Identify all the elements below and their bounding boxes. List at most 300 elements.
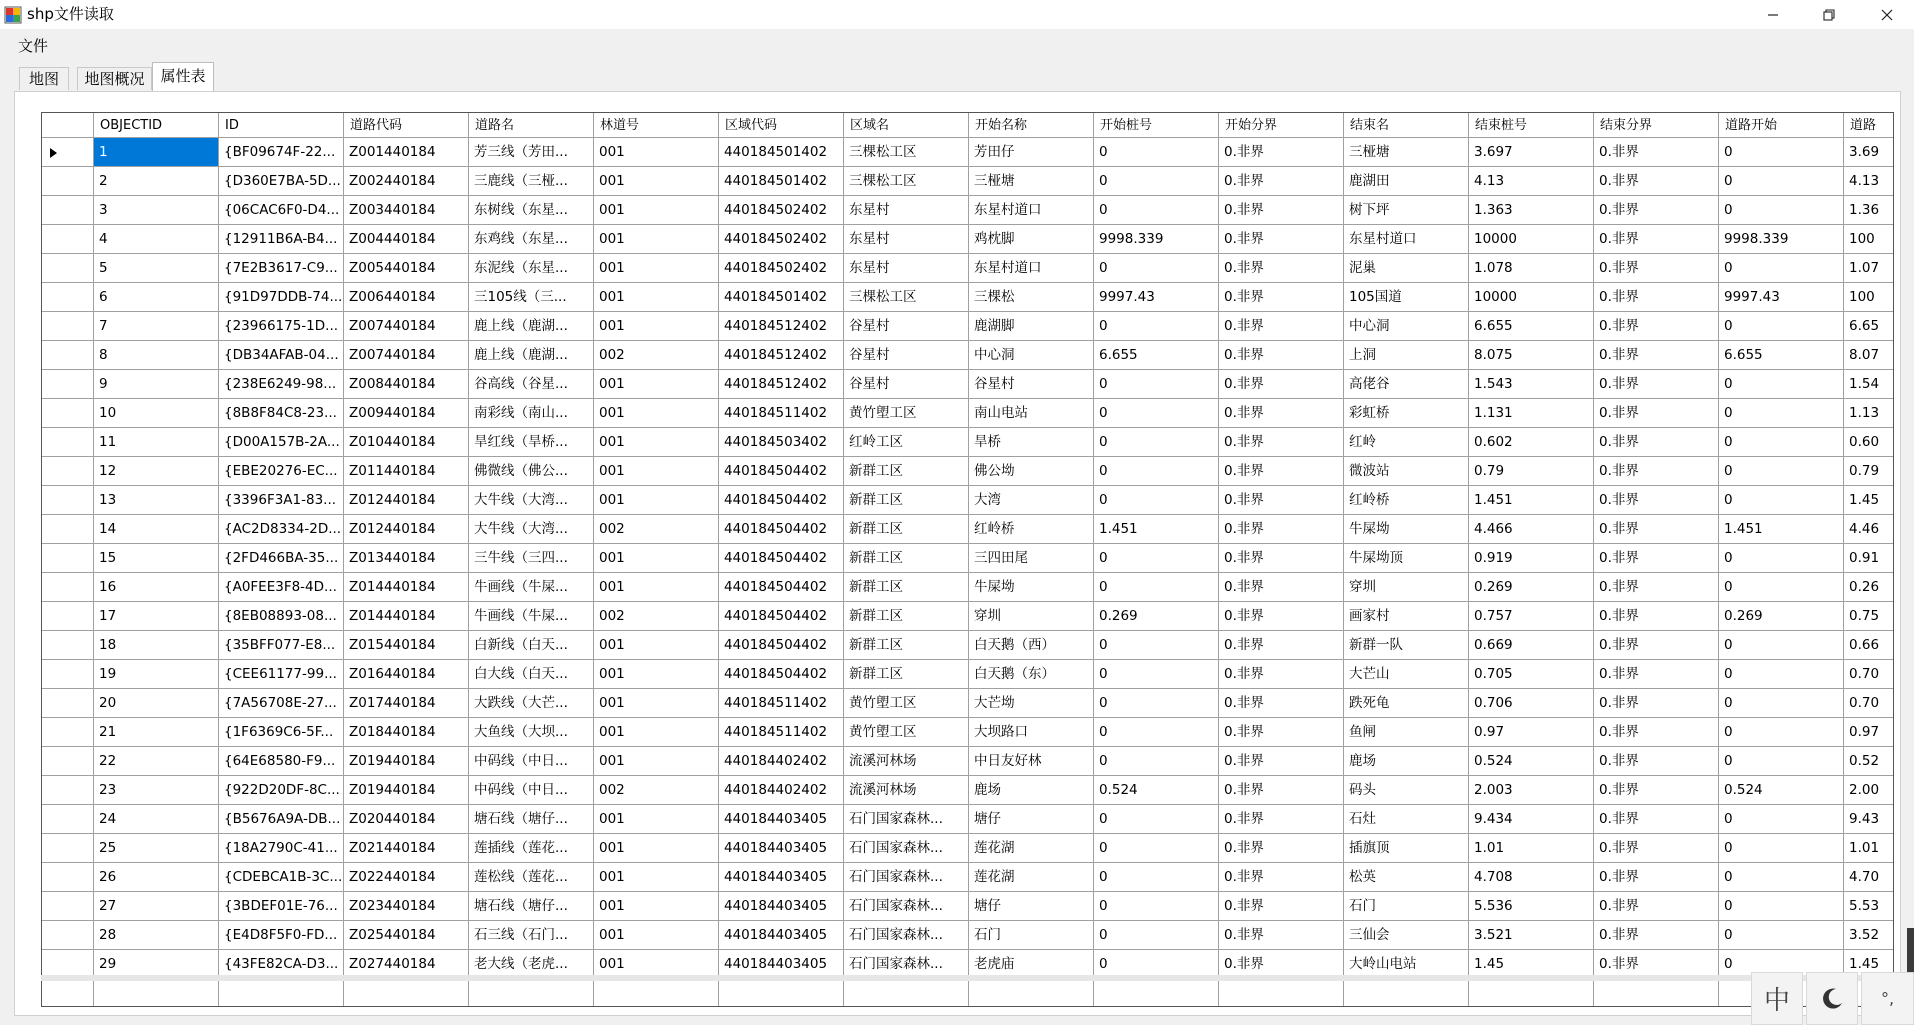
table-cell[interactable]: Z022440184 xyxy=(344,863,469,892)
row-header[interactable] xyxy=(42,631,94,660)
table-cell[interactable]: 17 xyxy=(94,602,219,631)
table-cell[interactable]: 东鸡线（东星... xyxy=(469,225,594,254)
table-cell[interactable]: 0 xyxy=(1719,631,1844,660)
table-cell[interactable]: 1 xyxy=(94,138,219,167)
table-cell[interactable]: 0.非界 xyxy=(1594,312,1719,341)
table-cell[interactable]: 15 xyxy=(94,544,219,573)
table-cell[interactable]: 0 xyxy=(1094,544,1219,573)
table-cell[interactable]: 0 xyxy=(1094,254,1219,283)
table-cell[interactable]: 440184512402 xyxy=(719,341,844,370)
table-cell[interactable]: 0 xyxy=(1719,254,1844,283)
table-cell[interactable]: 0.非界 xyxy=(1594,196,1719,225)
table-cell[interactable]: 440184403405 xyxy=(719,834,844,863)
table-cell[interactable]: 石灶 xyxy=(1344,805,1469,834)
table-cell[interactable]: 0.602 xyxy=(1469,428,1594,457)
table-cell[interactable]: 1.131 xyxy=(1469,399,1594,428)
row-header[interactable] xyxy=(42,225,94,254)
column-header[interactable]: 道路 xyxy=(1844,113,1894,138)
table-cell[interactable]: 0.非界 xyxy=(1594,457,1719,486)
table-cell[interactable]: 0.非界 xyxy=(1594,399,1719,428)
table-cell[interactable]: Z018440184 xyxy=(344,718,469,747)
table-cell[interactable]: 6 xyxy=(94,283,219,312)
table-cell[interactable]: 鹿场 xyxy=(1344,747,1469,776)
table-cell[interactable]: Z001440184 xyxy=(344,138,469,167)
row-header[interactable] xyxy=(42,573,94,602)
table-cell[interactable]: Z027440184 xyxy=(344,950,469,979)
table-cell[interactable]: 谷星村 xyxy=(969,370,1094,399)
table-cell[interactable]: 0.非界 xyxy=(1219,747,1344,776)
table-cell[interactable]: 23 xyxy=(94,776,219,805)
table-cell[interactable]: {2FD466BA-35... xyxy=(219,544,344,573)
table-cell[interactable]: 3.521 xyxy=(1469,921,1594,950)
table-cell[interactable]: 001 xyxy=(594,950,719,979)
table-cell[interactable]: 穿圳 xyxy=(969,602,1094,631)
table-cell[interactable]: {B5676A9A-DB... xyxy=(219,805,344,834)
table-cell[interactable]: 泥巢 xyxy=(1344,254,1469,283)
table-cell[interactable]: 0.非界 xyxy=(1219,254,1344,283)
table-cell[interactable]: 白天鹅（东） xyxy=(969,660,1094,689)
table-cell[interactable]: 三四田尾 xyxy=(969,544,1094,573)
table-cell[interactable]: 001 xyxy=(594,689,719,718)
table-cell[interactable]: 塘仔 xyxy=(969,892,1094,921)
table-cell[interactable]: 105国道 xyxy=(1344,283,1469,312)
column-header[interactable]: 林道号 xyxy=(594,113,719,138)
table-cell[interactable]: 0 xyxy=(1719,834,1844,863)
table-cell[interactable]: 4.13 xyxy=(1844,167,1894,196)
table-cell[interactable]: 0.524 xyxy=(1469,747,1594,776)
table-cell[interactable]: 中心洞 xyxy=(969,341,1094,370)
table-cell[interactable]: 0.非界 xyxy=(1219,892,1344,921)
table-cell[interactable]: 440184502402 xyxy=(719,254,844,283)
table-cell[interactable]: 谷星村 xyxy=(844,341,969,370)
table-cell[interactable]: 鹿上线（鹿湖... xyxy=(469,341,594,370)
table-cell[interactable]: 0 xyxy=(1094,631,1219,660)
table-cell[interactable]: Z006440184 xyxy=(344,283,469,312)
table-cell[interactable]: 牛屎坳 xyxy=(1344,515,1469,544)
table-cell[interactable]: 石门 xyxy=(969,921,1094,950)
table-cell[interactable]: 5.53 xyxy=(1844,892,1894,921)
table-cell[interactable]: 谷星村 xyxy=(844,312,969,341)
table-cell[interactable]: 0 xyxy=(1719,399,1844,428)
table-cell[interactable]: 440184512402 xyxy=(719,370,844,399)
table-cell[interactable]: 002 xyxy=(594,602,719,631)
table-cell[interactable]: 18 xyxy=(94,631,219,660)
table-cell[interactable]: 0.非界 xyxy=(1219,631,1344,660)
table-cell[interactable]: {43FE82CA-D3... xyxy=(219,950,344,979)
table-cell[interactable]: Z004440184 xyxy=(344,225,469,254)
table-cell[interactable]: 东星村 xyxy=(844,254,969,283)
grid-corner-header[interactable] xyxy=(42,113,94,138)
table-cell[interactable]: 001 xyxy=(594,225,719,254)
table-cell[interactable]: {A0FEE3F8-4D... xyxy=(219,573,344,602)
table-cell[interactable]: Z005440184 xyxy=(344,254,469,283)
column-header[interactable]: 开始桩号 xyxy=(1094,113,1219,138)
table-cell[interactable]: 1.078 xyxy=(1469,254,1594,283)
table-cell[interactable]: Z017440184 xyxy=(344,689,469,718)
table-cell[interactable]: 0.非界 xyxy=(1594,892,1719,921)
table-cell[interactable]: 1.543 xyxy=(1469,370,1594,399)
table-cell[interactable]: 0 xyxy=(1094,950,1219,979)
table-cell[interactable]: 塘石线（塘仔... xyxy=(469,892,594,921)
table-cell[interactable]: 0.非界 xyxy=(1219,689,1344,718)
table-cell[interactable]: 440184511402 xyxy=(719,718,844,747)
table-cell[interactable]: 001 xyxy=(594,370,719,399)
table-cell[interactable]: 1.54 xyxy=(1844,370,1894,399)
table-cell[interactable]: 440184403405 xyxy=(719,805,844,834)
table-cell[interactable]: 黄竹塱工区 xyxy=(844,718,969,747)
table-cell[interactable]: 0 xyxy=(1094,921,1219,950)
table-cell[interactable]: 0.269 xyxy=(1469,573,1594,602)
table-cell[interactable]: 插旗顶 xyxy=(1344,834,1469,863)
table-cell[interactable]: 0 xyxy=(1094,457,1219,486)
table-cell[interactable]: 1.363 xyxy=(1469,196,1594,225)
table-cell[interactable]: 0.706 xyxy=(1469,689,1594,718)
table-cell[interactable]: 440184402402 xyxy=(719,747,844,776)
table-cell[interactable]: 0 xyxy=(1719,544,1844,573)
table-cell[interactable]: 三棵松工区 xyxy=(844,138,969,167)
table-cell[interactable]: Z019440184 xyxy=(344,776,469,805)
table-cell[interactable]: 0.非界 xyxy=(1219,573,1344,602)
table-cell[interactable]: 001 xyxy=(594,196,719,225)
table-cell[interactable]: 1.01 xyxy=(1844,834,1894,863)
table-cell[interactable]: 440184511402 xyxy=(719,689,844,718)
ime-language-button[interactable] xyxy=(1751,972,1803,1025)
table-cell[interactable]: 440184403405 xyxy=(719,950,844,979)
column-header[interactable]: 结束分界 xyxy=(1594,113,1719,138)
table-cell[interactable]: 谷高线（谷星... xyxy=(469,370,594,399)
attribute-data-grid[interactable] xyxy=(41,112,1894,1007)
table-cell[interactable]: 440184403405 xyxy=(719,863,844,892)
table-cell[interactable]: 440184501402 xyxy=(719,283,844,312)
table-cell[interactable]: 001 xyxy=(594,747,719,776)
row-header[interactable] xyxy=(42,834,94,863)
table-cell[interactable]: 1.13 xyxy=(1844,399,1894,428)
table-cell[interactable]: 鹿湖田 xyxy=(1344,167,1469,196)
table-cell[interactable]: 大岭山电站 xyxy=(1344,950,1469,979)
table-cell[interactable]: 2 xyxy=(94,167,219,196)
table-cell[interactable]: 0.非界 xyxy=(1594,747,1719,776)
table-cell[interactable]: 南彩线（南山... xyxy=(469,399,594,428)
table-cell[interactable]: 红岭工区 xyxy=(844,428,969,457)
table-cell[interactable]: 4.46 xyxy=(1844,515,1894,544)
table-cell[interactable]: 0.非界 xyxy=(1594,370,1719,399)
table-cell[interactable]: 老大线（老虎... xyxy=(469,950,594,979)
table-cell[interactable]: 0 xyxy=(1719,486,1844,515)
table-cell[interactable]: 新群工区 xyxy=(844,457,969,486)
table-cell[interactable]: 440184504402 xyxy=(719,602,844,631)
table-cell[interactable]: 三棵松工区 xyxy=(844,167,969,196)
table-cell[interactable]: 0.52 xyxy=(1844,747,1894,776)
table-cell[interactable]: 0.79 xyxy=(1844,457,1894,486)
table-cell[interactable]: 29 xyxy=(94,950,219,979)
table-cell[interactable]: 5 xyxy=(94,254,219,283)
table-cell[interactable]: 0 xyxy=(1094,370,1219,399)
table-cell[interactable]: Z015440184 xyxy=(344,631,469,660)
table-cell[interactable]: 440184504402 xyxy=(719,457,844,486)
table-cell[interactable]: Z014440184 xyxy=(344,573,469,602)
table-cell[interactable]: 大跌线（大芒... xyxy=(469,689,594,718)
table-cell[interactable]: 0 xyxy=(1719,892,1844,921)
close-button[interactable] xyxy=(1864,0,1910,29)
table-cell[interactable]: 新群工区 xyxy=(844,602,969,631)
table-cell[interactable]: Z009440184 xyxy=(344,399,469,428)
row-header[interactable] xyxy=(42,863,94,892)
row-header[interactable] xyxy=(42,370,94,399)
table-cell[interactable]: 0 xyxy=(1719,863,1844,892)
table-cell[interactable]: 0.非界 xyxy=(1594,573,1719,602)
table-cell[interactable]: 001 xyxy=(594,631,719,660)
table-cell[interactable]: 0.757 xyxy=(1469,602,1594,631)
table-cell[interactable]: 0.非界 xyxy=(1219,602,1344,631)
table-cell[interactable]: 佛公坳 xyxy=(969,457,1094,486)
table-cell[interactable]: 0.97 xyxy=(1469,718,1594,747)
table-cell[interactable]: 002 xyxy=(594,341,719,370)
table-cell[interactable]: 2.003 xyxy=(1469,776,1594,805)
table-cell[interactable]: 0 xyxy=(1094,167,1219,196)
row-header[interactable] xyxy=(42,776,94,805)
table-cell[interactable]: 0 xyxy=(1094,138,1219,167)
table-cell[interactable]: 三仙会 xyxy=(1344,921,1469,950)
table-cell[interactable]: 1.451 xyxy=(1469,486,1594,515)
table-cell[interactable]: Z003440184 xyxy=(344,196,469,225)
table-cell[interactable]: Z019440184 xyxy=(344,747,469,776)
table-cell[interactable]: 东星村道口 xyxy=(969,254,1094,283)
table-cell[interactable]: 001 xyxy=(594,312,719,341)
table-cell[interactable]: 26 xyxy=(94,863,219,892)
table-cell[interactable]: 牛画线（牛屎... xyxy=(469,602,594,631)
horizontal-scrollbar[interactable] xyxy=(41,975,1894,981)
table-cell[interactable]: 440184511402 xyxy=(719,399,844,428)
table-cell[interactable]: 跌死龟 xyxy=(1344,689,1469,718)
table-cell[interactable]: 0 xyxy=(1094,892,1219,921)
table-cell[interactable]: 彩虹桥 xyxy=(1344,399,1469,428)
table-cell[interactable]: 001 xyxy=(594,138,719,167)
table-cell[interactable]: 440184512402 xyxy=(719,312,844,341)
row-header[interactable] xyxy=(42,457,94,486)
table-cell[interactable]: 0.269 xyxy=(1094,602,1219,631)
table-cell[interactable]: 0.非界 xyxy=(1594,602,1719,631)
table-cell[interactable]: 大牛线（大湾... xyxy=(469,486,594,515)
table-cell[interactable]: 0.非界 xyxy=(1594,515,1719,544)
table-cell[interactable]: 002 xyxy=(594,776,719,805)
table-cell[interactable]: 440184403405 xyxy=(719,921,844,950)
table-cell[interactable]: 8.07 xyxy=(1844,341,1894,370)
table-cell[interactable]: 14 xyxy=(94,515,219,544)
table-cell[interactable]: {7E2B3617-C9... xyxy=(219,254,344,283)
table-cell[interactable]: 4.708 xyxy=(1469,863,1594,892)
table-cell[interactable]: 9998.339 xyxy=(1719,225,1844,254)
table-cell[interactable]: 440184504402 xyxy=(719,544,844,573)
table-cell[interactable]: 2.00 xyxy=(1844,776,1894,805)
table-cell[interactable]: 0.524 xyxy=(1094,776,1219,805)
table-cell[interactable]: 8 xyxy=(94,341,219,370)
row-header[interactable] xyxy=(42,283,94,312)
table-cell[interactable]: 0.669 xyxy=(1469,631,1594,660)
table-cell[interactable]: {BF09674F-22... xyxy=(219,138,344,167)
table-cell[interactable]: 码头 xyxy=(1344,776,1469,805)
table-cell[interactable]: 0.非界 xyxy=(1594,167,1719,196)
table-cell[interactable]: 001 xyxy=(594,921,719,950)
table-cell[interactable]: 002 xyxy=(594,515,719,544)
table-cell[interactable]: 石门国家森林... xyxy=(844,863,969,892)
table-cell[interactable]: 大牛线（大湾... xyxy=(469,515,594,544)
table-cell[interactable]: 0.非界 xyxy=(1594,283,1719,312)
table-cell[interactable]: 白天鹅（西） xyxy=(969,631,1094,660)
table-cell[interactable]: 东泥线（东星... xyxy=(469,254,594,283)
table-cell[interactable]: 0.非界 xyxy=(1594,428,1719,457)
table-cell[interactable]: 0.70 xyxy=(1844,660,1894,689)
table-cell[interactable]: 中码线（中日... xyxy=(469,776,594,805)
table-cell[interactable]: 440184402402 xyxy=(719,776,844,805)
table-cell[interactable]: 0.524 xyxy=(1719,776,1844,805)
table-cell[interactable]: 三桠塘 xyxy=(1344,138,1469,167)
table-cell[interactable]: 莲插线（莲花... xyxy=(469,834,594,863)
table-cell[interactable]: 0.非界 xyxy=(1219,283,1344,312)
table-cell[interactable]: 001 xyxy=(594,863,719,892)
table-cell[interactable]: {CDEBCA1B-3C... xyxy=(219,863,344,892)
table-cell[interactable]: 大鱼线（大坝... xyxy=(469,718,594,747)
table-cell[interactable]: 0 xyxy=(1094,863,1219,892)
table-cell[interactable]: 20 xyxy=(94,689,219,718)
table-cell[interactable]: Z025440184 xyxy=(344,921,469,950)
table-cell[interactable]: 0 xyxy=(1719,428,1844,457)
table-cell[interactable]: 0.79 xyxy=(1469,457,1594,486)
table-cell[interactable]: {3396F3A1-83... xyxy=(219,486,344,515)
table-cell[interactable]: 24 xyxy=(94,805,219,834)
table-cell[interactable]: {D360E7BA-5D... xyxy=(219,167,344,196)
table-cell[interactable]: {18A2790C-41... xyxy=(219,834,344,863)
table-cell[interactable]: 三牛线（三四... xyxy=(469,544,594,573)
table-cell[interactable]: 0 xyxy=(1719,660,1844,689)
table-cell[interactable]: 0.75 xyxy=(1844,602,1894,631)
table-cell[interactable]: 001 xyxy=(594,457,719,486)
table-cell[interactable]: 三桠塘 xyxy=(969,167,1094,196)
table-cell[interactable]: 001 xyxy=(594,544,719,573)
table-cell[interactable]: Z011440184 xyxy=(344,457,469,486)
table-cell[interactable]: {7A56708E-27... xyxy=(219,689,344,718)
table-cell[interactable]: 鸡枕脚 xyxy=(969,225,1094,254)
table-cell[interactable]: 新群工区 xyxy=(844,573,969,602)
table-cell[interactable]: 三棵松工区 xyxy=(844,283,969,312)
table-cell[interactable]: {1F6369C6-5F... xyxy=(219,718,344,747)
table-cell[interactable]: 0 xyxy=(1094,312,1219,341)
table-cell[interactable]: 0.非界 xyxy=(1219,399,1344,428)
table-cell[interactable]: 牛画线（牛屎... xyxy=(469,573,594,602)
table-cell[interactable]: 0.非界 xyxy=(1219,921,1344,950)
table-cell[interactable]: 新群一队 xyxy=(1344,631,1469,660)
table-cell[interactable]: 东星村 xyxy=(844,225,969,254)
table-cell[interactable]: 石门国家森林... xyxy=(844,950,969,979)
table-cell[interactable]: 黄竹塱工区 xyxy=(844,689,969,718)
row-header[interactable] xyxy=(42,167,94,196)
table-cell[interactable]: 松英 xyxy=(1344,863,1469,892)
table-cell[interactable]: {E4D8F5F0-FD... xyxy=(219,921,344,950)
table-cell[interactable]: 微波站 xyxy=(1344,457,1469,486)
table-cell[interactable]: 9.43 xyxy=(1844,805,1894,834)
row-header[interactable] xyxy=(42,544,94,573)
table-cell[interactable]: 0.非界 xyxy=(1594,631,1719,660)
table-cell[interactable]: 0.非界 xyxy=(1594,718,1719,747)
table-cell[interactable]: 1.451 xyxy=(1094,515,1219,544)
row-header[interactable] xyxy=(42,602,94,631)
table-cell[interactable]: 塘石线（塘仔... xyxy=(469,805,594,834)
table-cell[interactable]: 0.非界 xyxy=(1219,341,1344,370)
table-cell[interactable]: 0.非界 xyxy=(1219,370,1344,399)
table-cell[interactable]: 440184504402 xyxy=(719,631,844,660)
table-cell[interactable]: 0.非界 xyxy=(1594,544,1719,573)
table-cell[interactable]: 0.非界 xyxy=(1594,805,1719,834)
table-cell[interactable]: 莲花湖 xyxy=(969,834,1094,863)
table-cell[interactable]: 7 xyxy=(94,312,219,341)
column-header[interactable]: 开始分界 xyxy=(1219,113,1344,138)
table-cell[interactable]: 石门国家森林... xyxy=(844,921,969,950)
table-cell[interactable]: 440184504402 xyxy=(719,660,844,689)
table-cell[interactable]: 001 xyxy=(594,573,719,602)
table-cell[interactable]: 0.非界 xyxy=(1594,254,1719,283)
table-cell[interactable]: 东星村道口 xyxy=(969,196,1094,225)
table-cell[interactable]: 鱼闸 xyxy=(1344,718,1469,747)
table-cell[interactable]: 0.非界 xyxy=(1594,341,1719,370)
row-header[interactable] xyxy=(42,254,94,283)
table-cell[interactable]: {64E68580-F9... xyxy=(219,747,344,776)
table-cell[interactable]: 12 xyxy=(94,457,219,486)
table-cell[interactable]: 0.非界 xyxy=(1219,196,1344,225)
table-cell[interactable]: {06CAC6F0-D4... xyxy=(219,196,344,225)
tab-attribute-table[interactable]: 属性表 xyxy=(152,62,214,91)
table-cell[interactable]: 中日友好林 xyxy=(969,747,1094,776)
table-cell[interactable]: Z014440184 xyxy=(344,602,469,631)
table-cell[interactable]: 1.45 xyxy=(1844,486,1894,515)
row-header[interactable] xyxy=(42,805,94,834)
table-cell[interactable]: 旱桥 xyxy=(969,428,1094,457)
table-cell[interactable]: 大芒坳 xyxy=(969,689,1094,718)
table-cell[interactable]: 001 xyxy=(594,254,719,283)
table-cell[interactable]: 28 xyxy=(94,921,219,950)
table-cell[interactable]: 0.66 xyxy=(1844,631,1894,660)
table-cell[interactable]: 新群工区 xyxy=(844,486,969,515)
table-cell[interactable]: 0.非界 xyxy=(1219,167,1344,196)
minimize-button[interactable] xyxy=(1750,0,1796,29)
table-cell[interactable]: 0 xyxy=(1094,834,1219,863)
table-cell[interactable]: 0 xyxy=(1094,399,1219,428)
table-cell[interactable]: 3.697 xyxy=(1469,138,1594,167)
table-cell[interactable]: 0.非界 xyxy=(1219,776,1344,805)
table-cell[interactable]: 9997.43 xyxy=(1094,283,1219,312)
table-cell[interactable]: 0 xyxy=(1094,196,1219,225)
table-cell[interactable]: 0 xyxy=(1719,138,1844,167)
table-cell[interactable]: 新群工区 xyxy=(844,660,969,689)
table-cell[interactable]: 0.919 xyxy=(1469,544,1594,573)
table-cell[interactable]: 1.451 xyxy=(1719,515,1844,544)
table-cell[interactable]: 0 xyxy=(1719,805,1844,834)
table-cell[interactable]: 8.075 xyxy=(1469,341,1594,370)
column-header[interactable]: 区域代码 xyxy=(719,113,844,138)
table-cell[interactable]: 0 xyxy=(1094,428,1219,457)
table-cell[interactable]: 大坝路口 xyxy=(969,718,1094,747)
table-cell[interactable]: 440184403405 xyxy=(719,892,844,921)
row-header[interactable] xyxy=(42,921,94,950)
table-cell[interactable]: 0.非界 xyxy=(1219,950,1344,979)
menu-file[interactable]: 文件 xyxy=(18,37,49,55)
table-cell[interactable]: 大湾 xyxy=(969,486,1094,515)
table-cell[interactable]: 0.非界 xyxy=(1219,805,1344,834)
column-header[interactable]: 道路代码 xyxy=(344,113,469,138)
table-cell[interactable]: Z007440184 xyxy=(344,341,469,370)
table-cell[interactable]: Z008440184 xyxy=(344,370,469,399)
row-header[interactable] xyxy=(42,660,94,689)
table-cell[interactable]: 001 xyxy=(594,428,719,457)
table-cell[interactable]: 0 xyxy=(1094,689,1219,718)
